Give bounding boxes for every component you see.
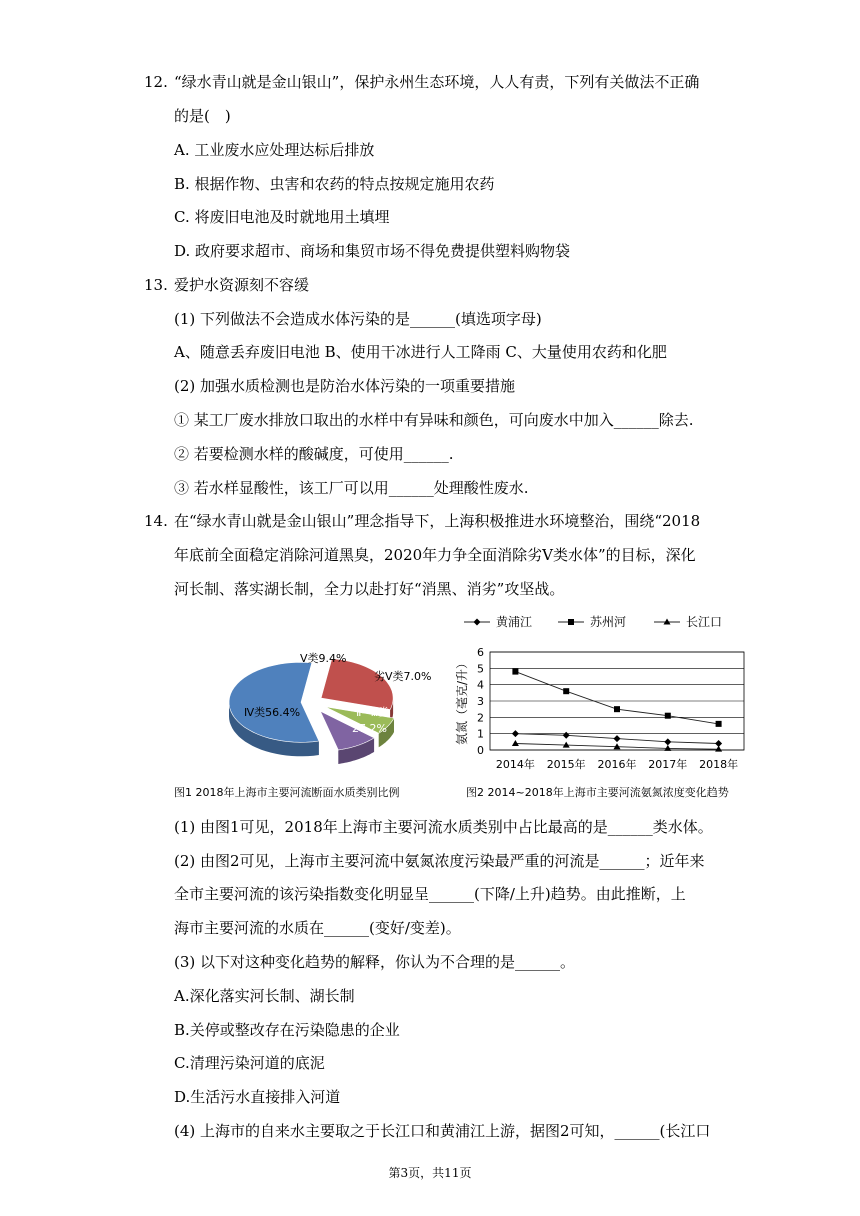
question-number: 13. bbox=[144, 276, 168, 294]
y-tick-label: 0 bbox=[477, 744, 484, 757]
pie-chart bbox=[196, 640, 446, 770]
option-c: C. 将废旧电池及时就地用土填埋 bbox=[174, 208, 390, 226]
data-point bbox=[716, 721, 722, 727]
legend-label: 苏州河 bbox=[590, 615, 627, 629]
figure-caption: 图1 2018年上海市主要河流断面水质类别比例 bbox=[174, 786, 400, 799]
y-tick-label: 6 bbox=[477, 646, 484, 659]
pie-label: Ⅱ~Ⅲ类 bbox=[356, 706, 390, 719]
question-stem: 河长制、落实湖长制，全力以赴打好“消黑、消劣”攻坚战。 bbox=[174, 580, 565, 598]
option-d: D. 政府要求超市、商场和集贸市场不得免费提供塑料购物袋 bbox=[174, 242, 571, 260]
question-stem: 年底前全面稳定消除河道黑臭，2020年力争全面消除劣V类水体”的目标，深化 bbox=[174, 546, 696, 564]
pie-label: 27.2% bbox=[352, 722, 387, 735]
data-point bbox=[665, 713, 671, 719]
pie-slice-1 bbox=[321, 659, 393, 710]
question-line: (4) 上海市的自来水主要取之于长江口和黄浦江上游，据图2可知，______(长江口 bbox=[174, 1122, 711, 1140]
y-tick-label: 1 bbox=[477, 727, 484, 741]
question-stem: 在“绿水青山就是金山银山”理念指导下，上海积极推进水环境整治，围绕“2018 bbox=[174, 512, 701, 530]
y-tick-label: 2 bbox=[477, 711, 484, 725]
pie-label: Ⅴ类9.4% bbox=[300, 652, 347, 665]
question-stem: “绿水青山就是金山银山”，保护永州生态环境，人人有责，下列有关做法不正确 bbox=[174, 73, 700, 91]
x-tick-label: 2015年 bbox=[546, 758, 586, 771]
question-line: 海市主要河流的水质在______(变好/变差)。 bbox=[174, 919, 461, 937]
data-point bbox=[512, 669, 518, 675]
x-tick-label: 2016年 bbox=[597, 758, 637, 771]
question-line: 全市主要河流的该污染指数变化明显呈______(下降/上升)趋势。由此推断，上 bbox=[174, 885, 686, 903]
option-b: B. 根据作物、虫害和农药的特点按规定施用农药 bbox=[174, 175, 495, 193]
data-point bbox=[474, 619, 481, 626]
y-tick-label: 3 bbox=[477, 695, 484, 708]
page-footer: 第3页，共11页 bbox=[388, 1166, 472, 1180]
y-axis-label: 氨氮（毫克/升） bbox=[455, 656, 469, 746]
question-line: (3) 以下对这种变化趋势的解释，你认为不合理的是______。 bbox=[174, 953, 576, 971]
question-title: 爱护水资源刻不容缓 bbox=[174, 276, 310, 294]
option-a: A. 工业废水应处理达标后排放 bbox=[174, 141, 375, 159]
x-tick-label: 2014年 bbox=[495, 758, 535, 771]
data-point bbox=[614, 706, 620, 712]
question-number: 12. bbox=[144, 73, 168, 91]
y-tick-label: 5 bbox=[477, 662, 484, 676]
option-a: A.深化落实河长制、湖长制 bbox=[174, 987, 355, 1005]
y-tick-label: 4 bbox=[477, 678, 484, 692]
question-line: ② 若要检测水样的酸碱度，可使用______. bbox=[174, 445, 454, 463]
legend-label: 黄浦江 bbox=[496, 615, 533, 629]
line-chart bbox=[440, 608, 760, 778]
option-c: C.清理污染河道的底泥 bbox=[174, 1054, 325, 1072]
question-line: (1) 由图1可见，2018年上海市主要河流水质类别中占比最高的是______类水体。 bbox=[174, 818, 713, 836]
question-line: ① 某工厂废水排放口取出的水样中有异味和颜色，可向废水中加入______除去. bbox=[174, 411, 694, 429]
data-point bbox=[563, 688, 569, 694]
option-d: D.生活污水直接排入河道 bbox=[174, 1088, 341, 1106]
question-stem: 的是( ) bbox=[174, 107, 231, 125]
pie-label: 劣Ⅴ类7.0% bbox=[374, 670, 432, 683]
question-line: (1) 下列做法不会造成水体污染的是______(填选项字母) bbox=[174, 310, 542, 328]
question-line: (2) 加强水质检测也是防治水体污染的一项重要措施 bbox=[174, 377, 516, 395]
question-line: ③ 若水样显酸性，该工厂可以用______处理酸性废水. bbox=[174, 479, 529, 497]
data-point bbox=[568, 619, 574, 625]
question-line: (2) 由图2可见，上海市主要河流中氨氮浓度污染最严重的河流是______；近年来 bbox=[174, 852, 705, 870]
x-tick-label: 2018年 bbox=[699, 758, 739, 771]
figure-caption: 图2 2014~2018年上海市主要河流氨氮浓度变化趋势 bbox=[466, 786, 729, 799]
question-line: A、随意丢弃废旧电池 B、使用干冰进行人工降雨 C、大量使用农药和化肥 bbox=[174, 343, 667, 361]
x-tick-label: 2017年 bbox=[648, 758, 688, 771]
option-b: B.关停或整改存在污染隐患的企业 bbox=[174, 1021, 400, 1039]
legend-label: 长江口 bbox=[686, 615, 723, 629]
data-point bbox=[664, 619, 671, 625]
question-number: 14. bbox=[144, 512, 168, 530]
pie-label: Ⅳ类56.4% bbox=[244, 706, 301, 719]
